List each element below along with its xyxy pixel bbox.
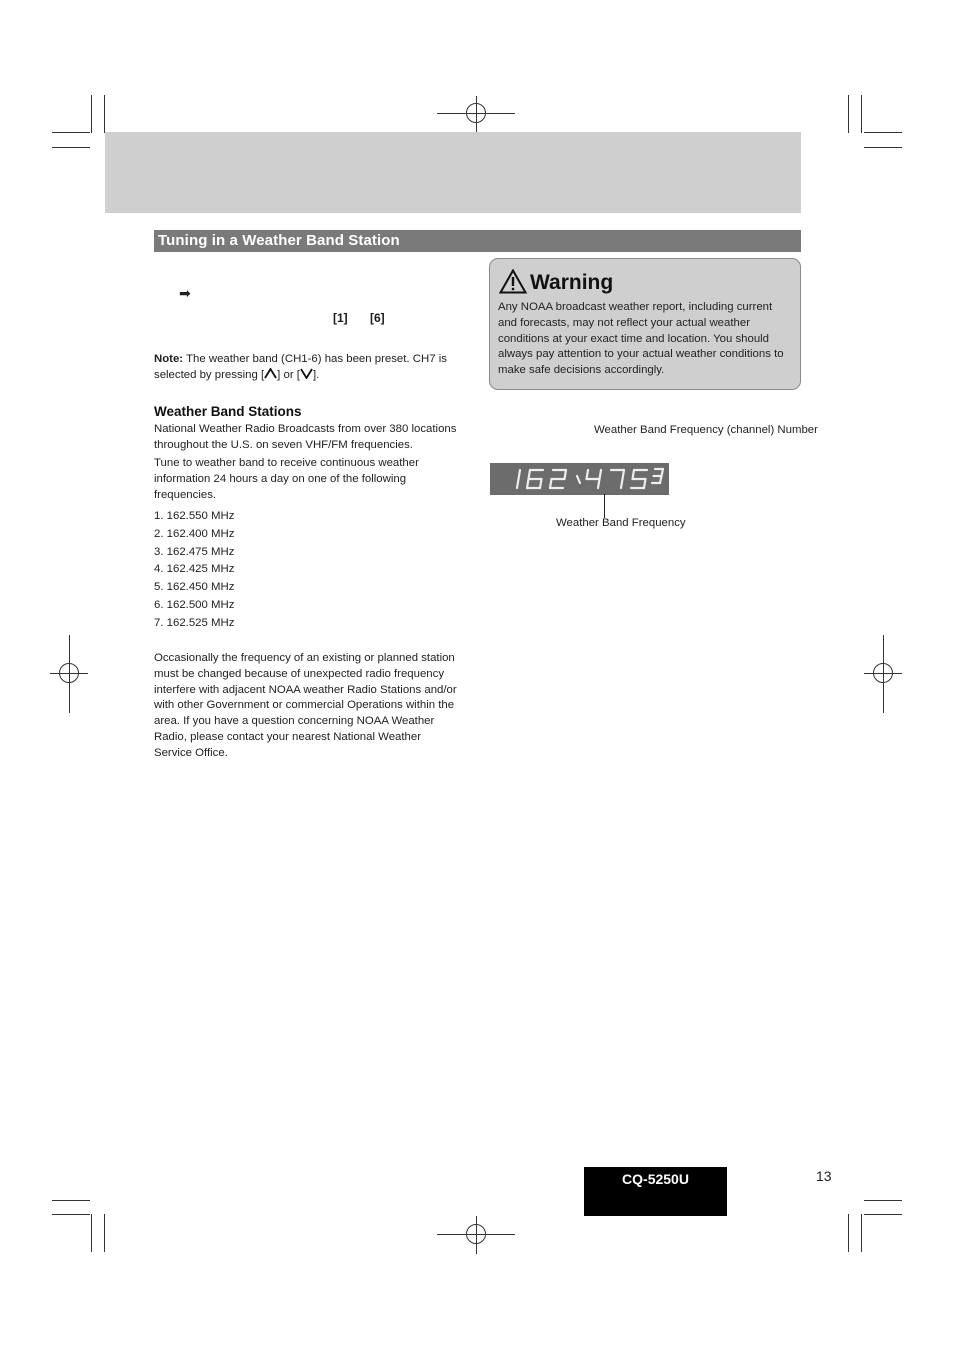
stations-intro: National Weather Radio Broadcasts from over 380 locations throughout the U.S. on seven VHF/FM frequencies. <box>154 423 457 451</box>
note <box>154 352 454 384</box>
frequency-list <box>154 508 234 633</box>
lcd-segment <box>527 479 529 488</box>
frequency-item: 7. 162.525 MHz <box>154 616 235 629</box>
lcd-segment <box>540 479 542 488</box>
note-text-end: ]. <box>312 368 320 381</box>
frequency-pointer-line <box>604 494 605 518</box>
frequency-item: 2. 162.400 MHz <box>154 527 235 540</box>
model-name: CQ-5250U <box>622 1171 689 1187</box>
frequency-item: 3. 162.475 MHz <box>154 545 235 558</box>
lcd-segment <box>598 479 600 488</box>
stations-heading: Weather Band Stations <box>154 404 302 419</box>
down-chevron-icon <box>300 369 313 381</box>
lcd-decimal <box>577 476 580 483</box>
note-text-mid: ] or [ <box>277 368 300 381</box>
page-number: 13 <box>816 1168 832 1184</box>
lcd-segment <box>621 479 623 488</box>
lcd-segment <box>644 479 646 488</box>
note-label: Note: <box>154 353 184 365</box>
channel-number-label: Weather Band Frequency (channel) Number <box>594 424 818 436</box>
warning-title: Warning <box>530 271 614 294</box>
frequency-item: 6. 162.500 MHz <box>154 598 235 611</box>
stations-tune-instruction: Tune to weather band to receive continuous weather information 24 hours a day on one of the following frequencies. <box>154 457 419 501</box>
frequency-item: 4. 162.425 MHz <box>154 563 235 576</box>
key-label-1: [1] <box>333 311 348 325</box>
lcd-segment <box>587 470 589 479</box>
section-title: Tuning in a Weather Band Station <box>158 232 400 249</box>
lcd-digits <box>490 463 669 495</box>
frequency-change-notice: Occasionally the frequency of an existing or planned station must be changed because of unexpected radio frequency interfere with adjacent NOAA weather Radio Stations and/or with other Government or commercial Operations within the area. If you have a question concerning NOAA Weather Radio, please contact your nearest National Weather Service Office. <box>154 652 457 759</box>
warning-text: Any NOAA broadcast weather report, including current and forecasts, may not reflect your actual weather conditions at your exact time and location. You should always pay attention to your actual weather conditions to make safe decisions accordingly. <box>498 301 784 377</box>
warning-triangle-icon <box>499 269 527 294</box>
key-label-6: [6] <box>370 311 385 325</box>
header-band <box>105 132 801 213</box>
lcd-segment <box>529 470 531 479</box>
lcd-segment <box>600 470 602 479</box>
note-text-start: The weather band (CH1-6) has been preset. CH7 is selected by pressing [ <box>154 353 447 381</box>
lcd-segment <box>565 470 567 479</box>
up-chevron-icon <box>264 369 277 381</box>
frequency-item: 5. 162.450 MHz <box>154 581 235 594</box>
lcd-segment <box>623 470 625 479</box>
lcd-segment <box>633 470 635 479</box>
lcd-segment <box>519 470 521 479</box>
lcd-segment <box>517 479 519 488</box>
lcd-segment <box>550 479 552 488</box>
frequency-label: Weather Band Frequency <box>556 517 686 529</box>
lcd-display <box>490 463 669 495</box>
right-arrow-icon: ➡ <box>179 285 191 301</box>
frequency-item: 1. 162.550 MHz <box>154 510 235 522</box>
